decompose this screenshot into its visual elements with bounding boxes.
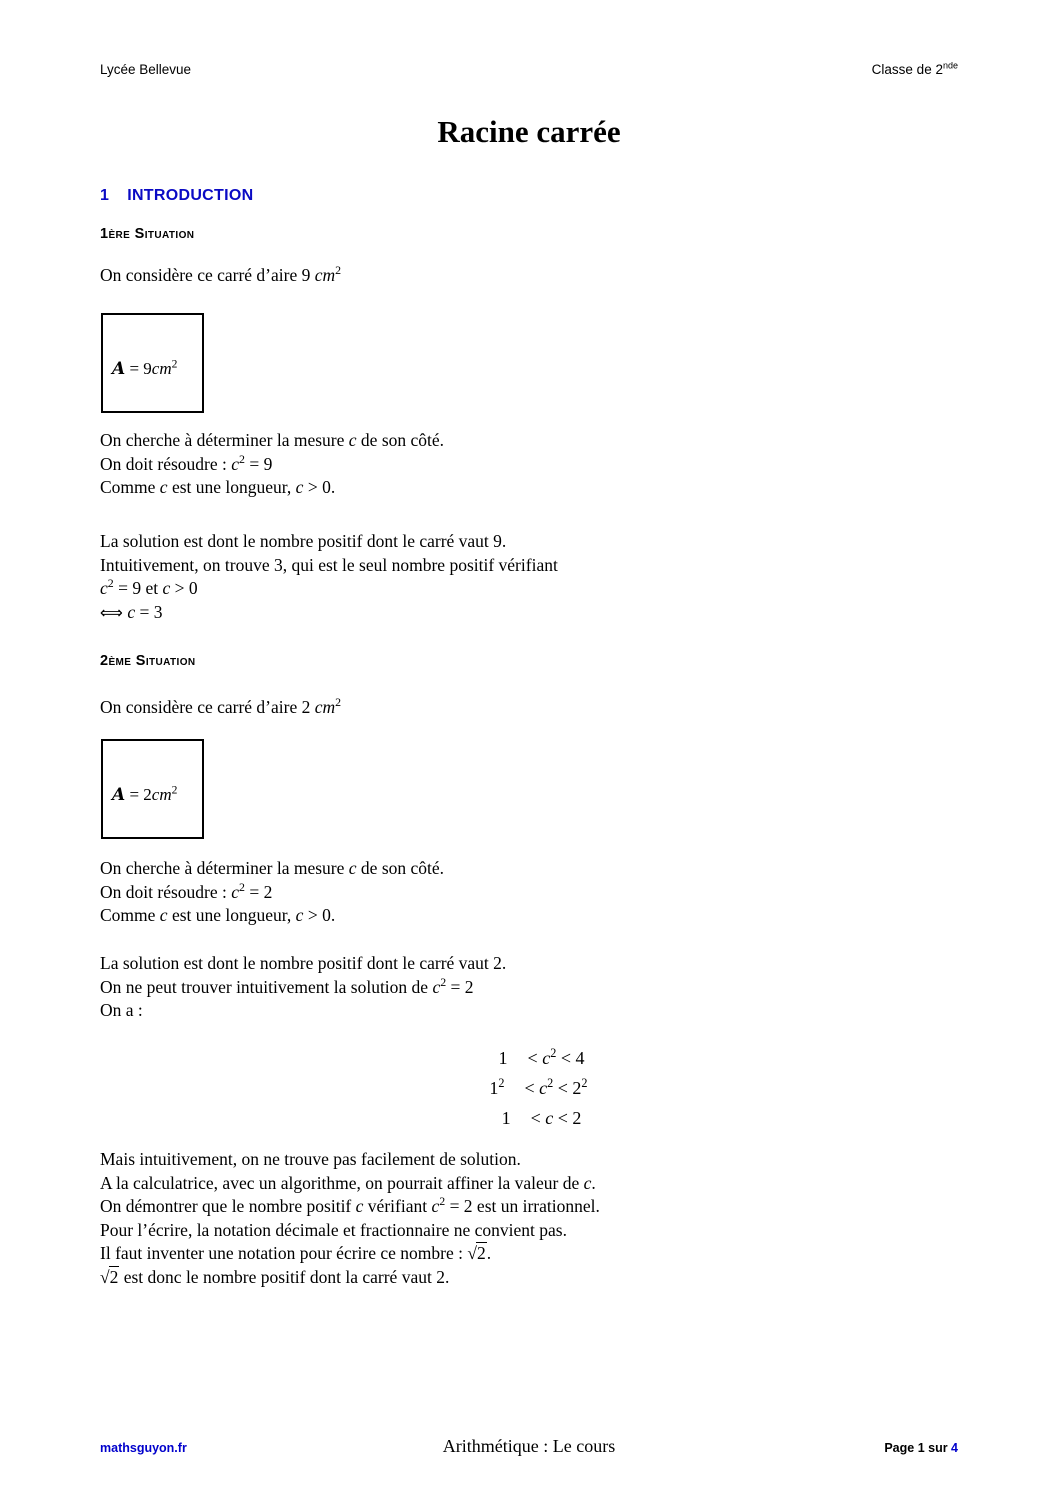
- text-line: Il faut inventer une notation pour écrire ce nombre : √2.: [100, 1243, 492, 1263]
- header-school: Lycée Bellevue: [100, 62, 192, 77]
- text-line: On cherche à déterminer la mesure c de son côté.: [100, 430, 445, 450]
- equation-right-side: < $c^2 < 4$: [527, 1046, 585, 1068]
- text-line: Mais intuitivement, on ne trouve pas facilement de solution.: [100, 1149, 521, 1169]
- subheading-situation-1: 1ère Situation: [100, 226, 195, 242]
- situation1-intro-line: On considère ce carré d’aire 9 $cm^2$: [100, 263, 342, 285]
- text-line: Pour l’écrire, la notation décimale et fractionnaire ne convient pas.: [100, 1219, 567, 1240]
- section-heading-introduction: [100, 187, 253, 205]
- text-line: ⟺ c = 3: [100, 601, 163, 622]
- situation2-intro-line: On considère ce carré d’aire 2 $cm^2$: [100, 695, 342, 717]
- equation-left-side: $1^2$: [489, 1076, 505, 1098]
- text-line: Comme c est une longueur, c > 0.: [100, 905, 336, 925]
- equation-block: [0, 1043, 1058, 1133]
- section-label: INTRODUCTION: [127, 187, 254, 204]
- header-class: [872, 62, 958, 77]
- page-header: [100, 62, 958, 77]
- sqrt-symbol: √2: [100, 1266, 119, 1287]
- script-A-area-symbol: A: [112, 785, 126, 805]
- text-line: √2 est donc le nombre positif dont la carré vaut 2.: [100, 1266, 450, 1287]
- square-figure-2cm2: [101, 739, 204, 839]
- situation2-paragraph-1: [100, 857, 444, 928]
- header-class-superscript: nde: [942, 60, 958, 71]
- footer-page-label: Page 1 sur: [884, 1441, 952, 1455]
- situation1-paragraph-1: [100, 429, 444, 500]
- text-line: Comme c est une longueur, c > 0.: [100, 477, 336, 497]
- text-line: On démontrer que le nombre positif c vérifiant $c^2 = 2$ est un irrationnel.: [100, 1194, 600, 1216]
- situation1-paragraph-2: [100, 530, 558, 624]
- equation-left-side: 1: [501, 1108, 511, 1128]
- text-line: Intuitivement, on trouve 3, qui est le seul nombre positif vérifiant: [100, 554, 558, 575]
- document-title: Racine carrée: [437, 114, 621, 149]
- text-line: On cherche à déterminer la mesure c de son côté.: [100, 858, 445, 878]
- text-line: $c^2 = 9$ et c > 0: [100, 576, 198, 598]
- header-class-base: Classe de 2: [871, 62, 943, 77]
- equation-row: [474, 1043, 585, 1073]
- footer-page-total: 4: [951, 1441, 958, 1455]
- text-line: On ne peut trouver intuitivement la solution de $c^2 = 2$: [100, 974, 474, 997]
- text-line: La solution est dont le nombre positif dont le carré vaut 2.: [100, 953, 507, 973]
- text-line: La solution est dont le nombre positif dont le carré vaut 9.: [100, 531, 507, 551]
- footer-document-name: Arithmétique : Le cours: [442, 1436, 616, 1456]
- equation-right-side: < $c^2 < 2^2$: [524, 1076, 588, 1098]
- subheading-situation-2: 2ème Situation: [100, 653, 196, 669]
- situation2-paragraph-3: [100, 1148, 600, 1289]
- page-footer: [0, 1436, 1058, 1462]
- text-line: On doit résoudre : $c^2 = 2$: [100, 879, 273, 902]
- text-line: On a :: [100, 1000, 143, 1020]
- square-figure-9cm2: [101, 313, 204, 413]
- equation-left-side: 1: [498, 1048, 508, 1068]
- equation-row: [470, 1073, 587, 1103]
- sqrt-symbol: √2: [467, 1243, 486, 1263]
- script-A-area-symbol: A: [112, 359, 126, 379]
- equation-row: [477, 1103, 582, 1133]
- text-line: On doit résoudre : $c^2 = 9$: [100, 451, 273, 474]
- text-line: A la calculatrice, avec un algorithme, on pourrait affiner la valeur de c.: [100, 1172, 596, 1193]
- situation2-paragraph-2: [100, 952, 506, 1023]
- section-number: 1: [100, 187, 110, 204]
- footer-site-link[interactable]: mathsguyon.fr: [100, 1441, 187, 1455]
- double-arrow-symbol: ⟺: [100, 602, 123, 622]
- figure2-area-label: $A = 2cm^2$: [112, 783, 178, 805]
- footer-page-indicator: [884, 1441, 958, 1455]
- figure1-area-label: $A = 9cm^2$: [112, 357, 178, 379]
- equation-right-side: < c < 2: [530, 1108, 582, 1128]
